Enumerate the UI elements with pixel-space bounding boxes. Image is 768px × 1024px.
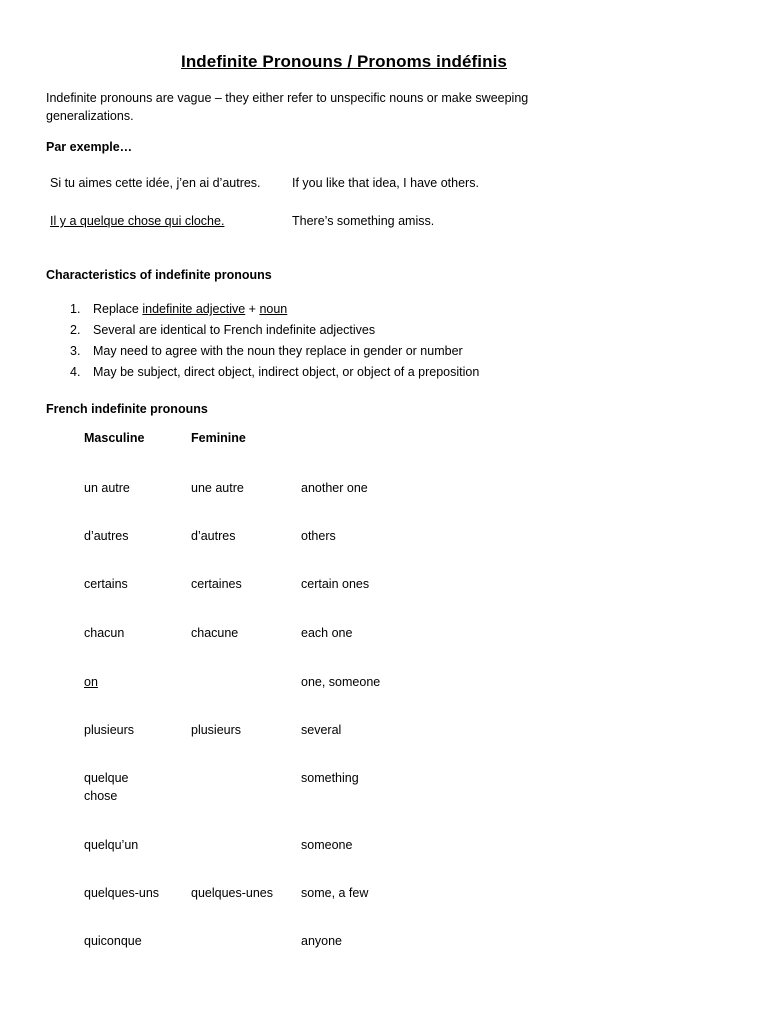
pronoun-feminine: d’autres — [191, 529, 236, 543]
pronoun-feminine: plusieurs — [191, 723, 242, 737]
pronoun-feminine: une autre — [191, 481, 244, 495]
noun-term: noun — [259, 302, 288, 316]
pronoun-english: something — [301, 771, 359, 785]
pronoun-feminine: certaines — [191, 577, 242, 591]
pronoun-english: each one — [301, 626, 353, 640]
list-text: May be subject, direct object, indirect object, or object of a preposition — [93, 365, 480, 379]
list-text: Replace — [93, 302, 143, 316]
examples-heading: Par exemple… — [46, 140, 133, 154]
example-1-french: Si tu aimes cette idée, j’en ai d’autres. — [50, 176, 261, 190]
example-2-french: Il y a quelque chose qui cloche. — [50, 214, 225, 228]
pronoun-masculine: quelque chose — [84, 771, 129, 803]
example-1-english: If you like that idea, I have others. — [292, 176, 479, 190]
indefinite-adjective-term: indefinite adjective — [142, 302, 246, 316]
pronoun-english: some, a few — [301, 886, 369, 900]
example-2-english: There’s something amiss. — [292, 214, 435, 228]
pronoun-masculine: quelqu’un — [84, 838, 139, 852]
list-text: Several are identical to French indefinite adjectives — [93, 323, 376, 337]
pronoun-masculine: quiconque — [84, 934, 142, 948]
pronoun-masculine: quelques-uns — [84, 886, 160, 900]
pronouns-heading: French indefinite pronouns — [46, 402, 208, 416]
pronoun-feminine: quelques-unes — [191, 886, 274, 900]
pronoun-masculine: d’autres — [84, 529, 129, 543]
pronoun-masculine: on — [84, 675, 98, 689]
intro-paragraph: Indefinite pronouns are vague – they either refer to unspecific nouns or make sweeping generalizations. — [46, 91, 529, 123]
pronoun-english: someone — [301, 838, 353, 852]
list-number: 4. — [70, 365, 81, 379]
list-text: May need to agree with the noun they replace in gender or number — [93, 344, 463, 358]
list-number: 2. — [70, 323, 81, 337]
pronoun-masculine: chacun — [84, 626, 125, 640]
page-title: Indefinite Pronouns / Pronoms indéfinis — [181, 52, 507, 71]
list-number: 3. — [70, 344, 81, 358]
list-number: 1. — [70, 302, 81, 316]
pronoun-feminine: chacune — [191, 626, 239, 640]
pronoun-english: certain ones — [301, 577, 370, 591]
list-item — [46, 321, 479, 342]
pronoun-english: one, someone — [301, 675, 381, 689]
pronoun-english: several — [301, 723, 342, 737]
pronoun-english: others — [301, 529, 336, 543]
list-item — [46, 363, 479, 384]
list-item — [46, 300, 479, 321]
pronoun-masculine: un autre — [84, 481, 130, 495]
plus-sign: + — [245, 302, 260, 316]
list-item — [46, 342, 479, 363]
pronoun-english: anyone — [301, 934, 343, 948]
pronoun-masculine: plusieurs — [84, 723, 135, 737]
pronoun-english: another one — [301, 481, 368, 495]
feminine-header: Feminine — [191, 431, 246, 445]
masculine-header: Masculine — [84, 431, 145, 445]
characteristics-list — [46, 300, 479, 384]
characteristics-heading: Characteristics of indefinite pronouns — [46, 268, 272, 282]
pronoun-masculine: certains — [84, 577, 128, 591]
